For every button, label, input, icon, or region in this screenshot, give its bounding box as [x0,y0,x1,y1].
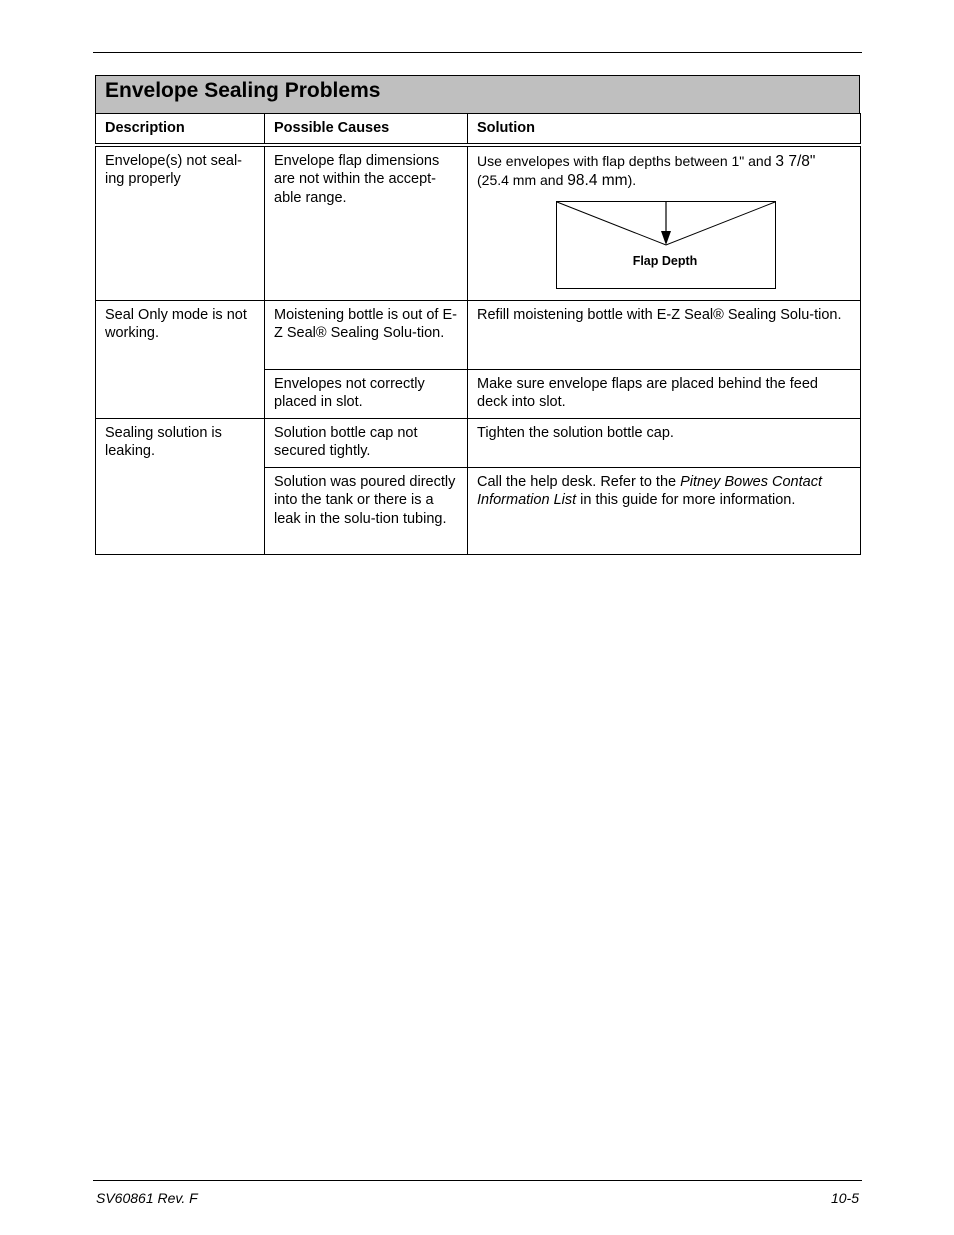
solution-cell: Make sure envelope flaps are placed behind the feed deck into slot. [468,369,861,418]
solution-text-part: 98.4 mm [567,172,628,189]
solution-text-part: (25.4 mm and [477,172,568,188]
solution-cell: Refill moistening bottle with E-Z Seal® Sealing Solu-tion. [468,300,861,369]
description-cell: Sealing solution is leaking. [96,418,265,554]
solution-cell [468,145,861,301]
solution-text-part: in this guide for more information. [576,492,796,508]
solution-text-part: Call the help desk. Refer to the [477,473,681,490]
cause-cell: Envelope flap dimensions are not within the accept-able range. [265,145,468,301]
solution-text-part: ). [627,172,637,188]
solution-cell [468,467,861,554]
troubleshooting-table [95,75,860,555]
header-row [96,114,861,145]
solution-text-part: Use envelopes with flap depths between 1" and [477,152,776,169]
cause-cell: Moistening bottle is out of E-Z Seal® Sealing Solu-tion. [265,300,468,369]
header-causes: Possible Causes [265,114,468,145]
description-cell: Seal Only mode is not working. [96,300,265,418]
table-row [96,300,861,369]
header-description: Description [96,114,265,145]
cause-cell: Solution was poured directly into the tank or there is a leak in the solu-tion tubing. [265,467,468,554]
cause-cell: Solution bottle cap not secured tightly. [265,418,468,467]
table-row [96,418,861,467]
description-cell: Envelope(s) not seal-ing properly [96,145,265,301]
flap-depth-label: Flap Depth [632,253,698,268]
contact-list-reference: Pitney Bowes Contact Information List [477,473,822,508]
footer-rule [93,1180,862,1181]
page-number: 10-5 [830,1190,859,1206]
document-id: SV60861 Rev. F [96,1190,198,1206]
header-solution: Solution [468,114,861,145]
flap-solution-text [477,152,851,191]
table-title: Envelope Sealing Problems [95,75,860,113]
problems-grid [95,113,861,555]
solution-text-part: 3 7/8" [775,152,816,170]
header-rule [93,52,862,53]
cause-cell: Envelopes not correctly placed in slot. [265,369,468,418]
flap-depth-diagram [556,201,776,290]
table-row [96,145,861,301]
solution-cell: Tighten the solution bottle cap. [468,418,861,467]
